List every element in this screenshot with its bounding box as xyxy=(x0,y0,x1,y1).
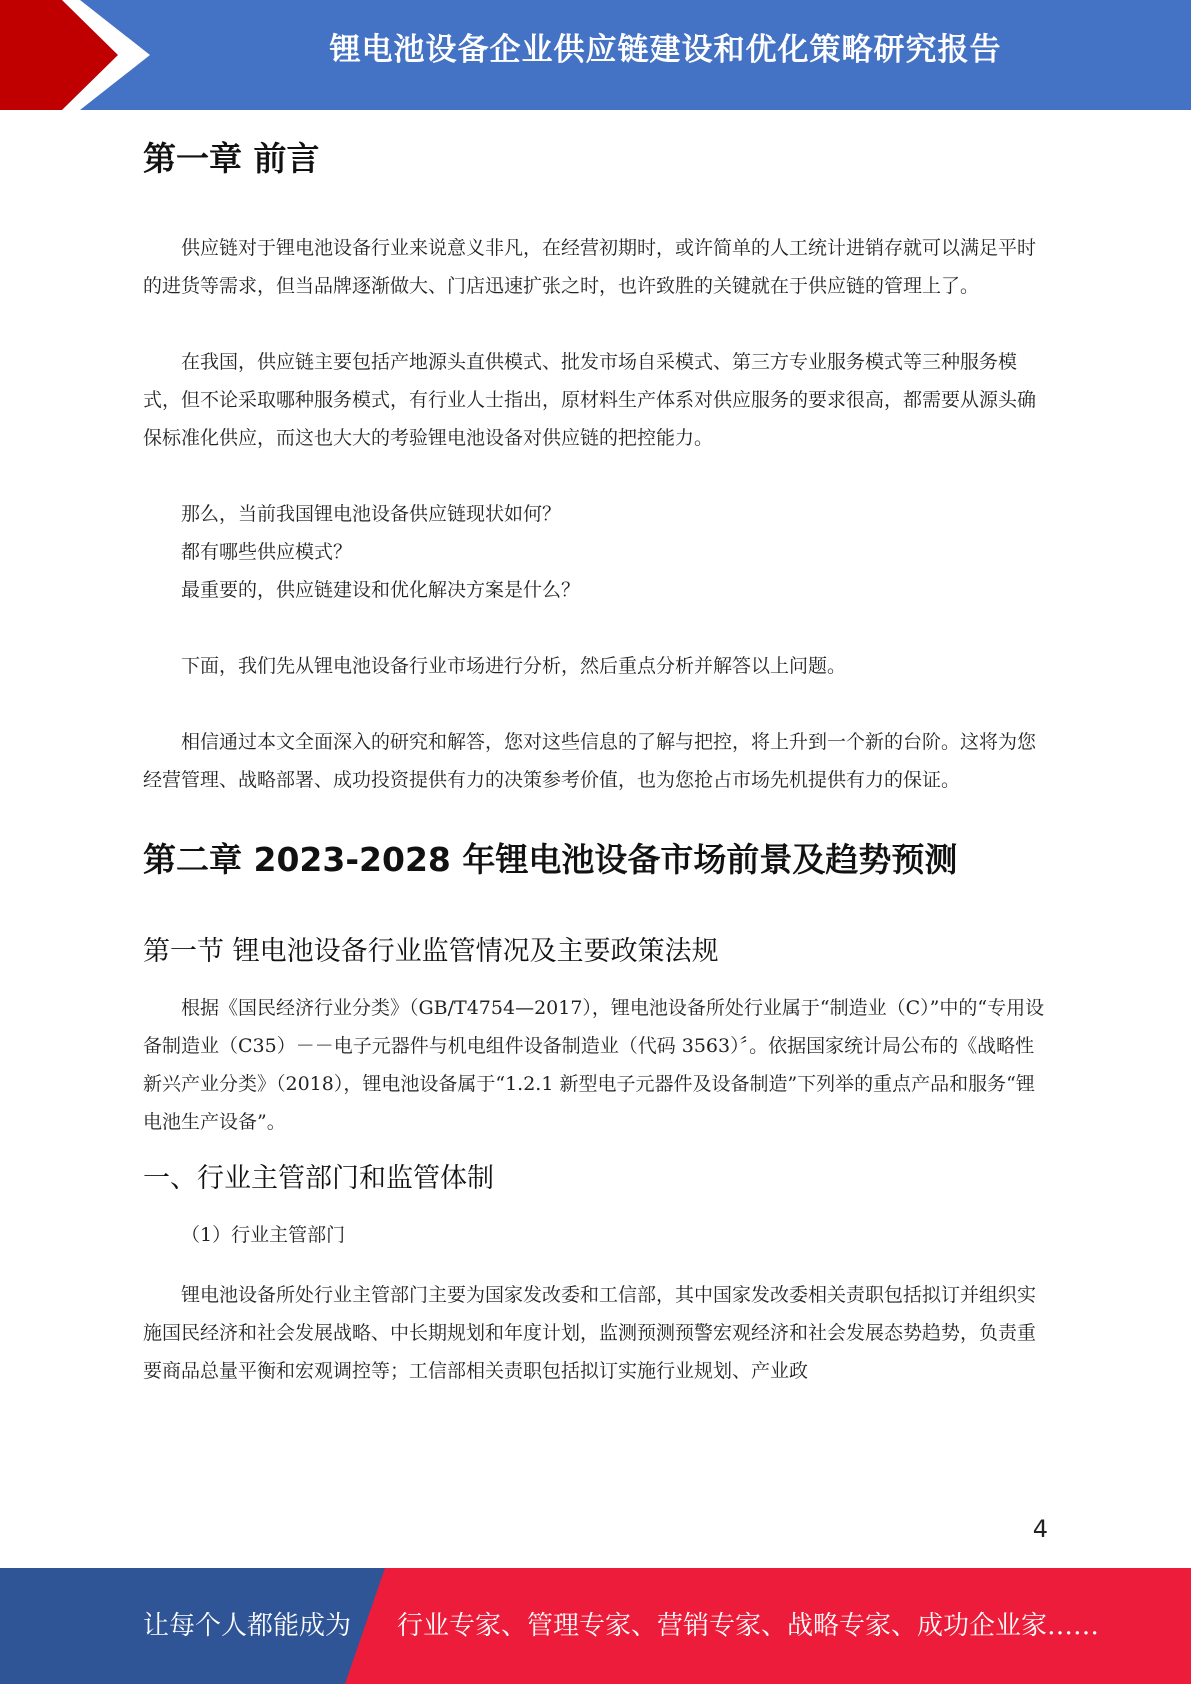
subsection-title: 一、行业主管部门和监管体制 xyxy=(143,1162,494,1194)
page-number: 4 xyxy=(1032,1515,1048,1543)
subsection-paragraph: 锂电池设备所处行业主管部门主要为国家发改委和工信部，其中国家发改委相关责职包括拟订并组织实施国民经济和社会发展战略、中长期规划和年度计划，监测预测预警宏观经济和社会发展态势趋势，负责重要商品总量平衡和宏观调控等；工信部相关责职包括拟订实施行业规划、产业政 xyxy=(143,1283,1037,1382)
question-2: 都有哪些供应模式？ xyxy=(181,540,353,563)
report-title: 锂电池设备企业供应链建设和优化策略研究报告 xyxy=(329,32,1002,68)
page-content xyxy=(143,128,1048,1390)
footer-slogan-right: 行业专家、管理专家、营销专家、战略专家、成功企业家…… xyxy=(397,1611,1100,1641)
chapter1-paragraph-next: 下面，我们先从锂电池设备行业市场进行分析，然后重点分析并解答以上问题。 xyxy=(181,654,847,677)
chapter1-paragraph-last: 相信通过本文全面深入的研究和解答，您对这些信息的了解与把控，将上升到一个新的台阶。这将为您经营管理、战略部署、成功投资提供有力的决策参考价值，也为您抢占市场先机提供有力的保证。 xyxy=(143,730,1037,791)
section1-title: 第一节 锂电池设备行业监管情况及主要政策法规 xyxy=(143,935,719,967)
chapter1-title: 第一章 前言 xyxy=(143,139,320,178)
chapter1-paragraph-1: 供应链对于锂电池设备行业来说意义非凡，在经营初期时，或许简单的人工统计进销存就可以满足平时的进货等需求，但当品牌逐渐做大、门店迅速扩张之时，也许致胜的关键就在于供应链的管理上了。 xyxy=(143,236,1037,297)
header-chevron-icon xyxy=(0,0,160,110)
question-3: 最重要的，供应链建设和优化解决方案是什么？ xyxy=(181,578,581,601)
chapter2-title: 第二章 2023-2028 年锂电池设备市场前景及趋势预测 xyxy=(143,839,958,879)
section1-paragraph: 根据《国民经济行业分类》（GB/T4754—2017），锂电池设备所处行业属于“制造业（C）”中的“专用设备制造业（C35）－－电子元器件与机电组件设备制造业（代码 3563）〞。依据国家统计局公布的《战略性新兴产业分类》（2018），锂电池设备属于“1.2.1 新型电子元器件及设备制造”下列举的重点产品和服务“锂电池生产设备”。 xyxy=(143,996,1045,1133)
page-header xyxy=(0,0,1191,110)
question-1: 那么，当前我国锂电池设备供应链现状如何？ xyxy=(181,502,562,525)
footer-slogan-left: 让每个人都能成为 xyxy=(143,1611,352,1641)
subsection-item-label: （1）行业主管部门 xyxy=(181,1223,346,1246)
chapter1-paragraph-2: 在我国，供应链主要包括产地源头直供模式、批发市场自采模式、第三方专业服务模式等三种服务模式，但不论采取哪种服务模式，有行业人士指出，原材料生产体系对供应服务的要求很高，都需要从源头确保标准化供应，而这也大大的考验锂电池设备对供应链的把控能力。 xyxy=(143,350,1037,449)
page-footer xyxy=(0,1568,1191,1684)
